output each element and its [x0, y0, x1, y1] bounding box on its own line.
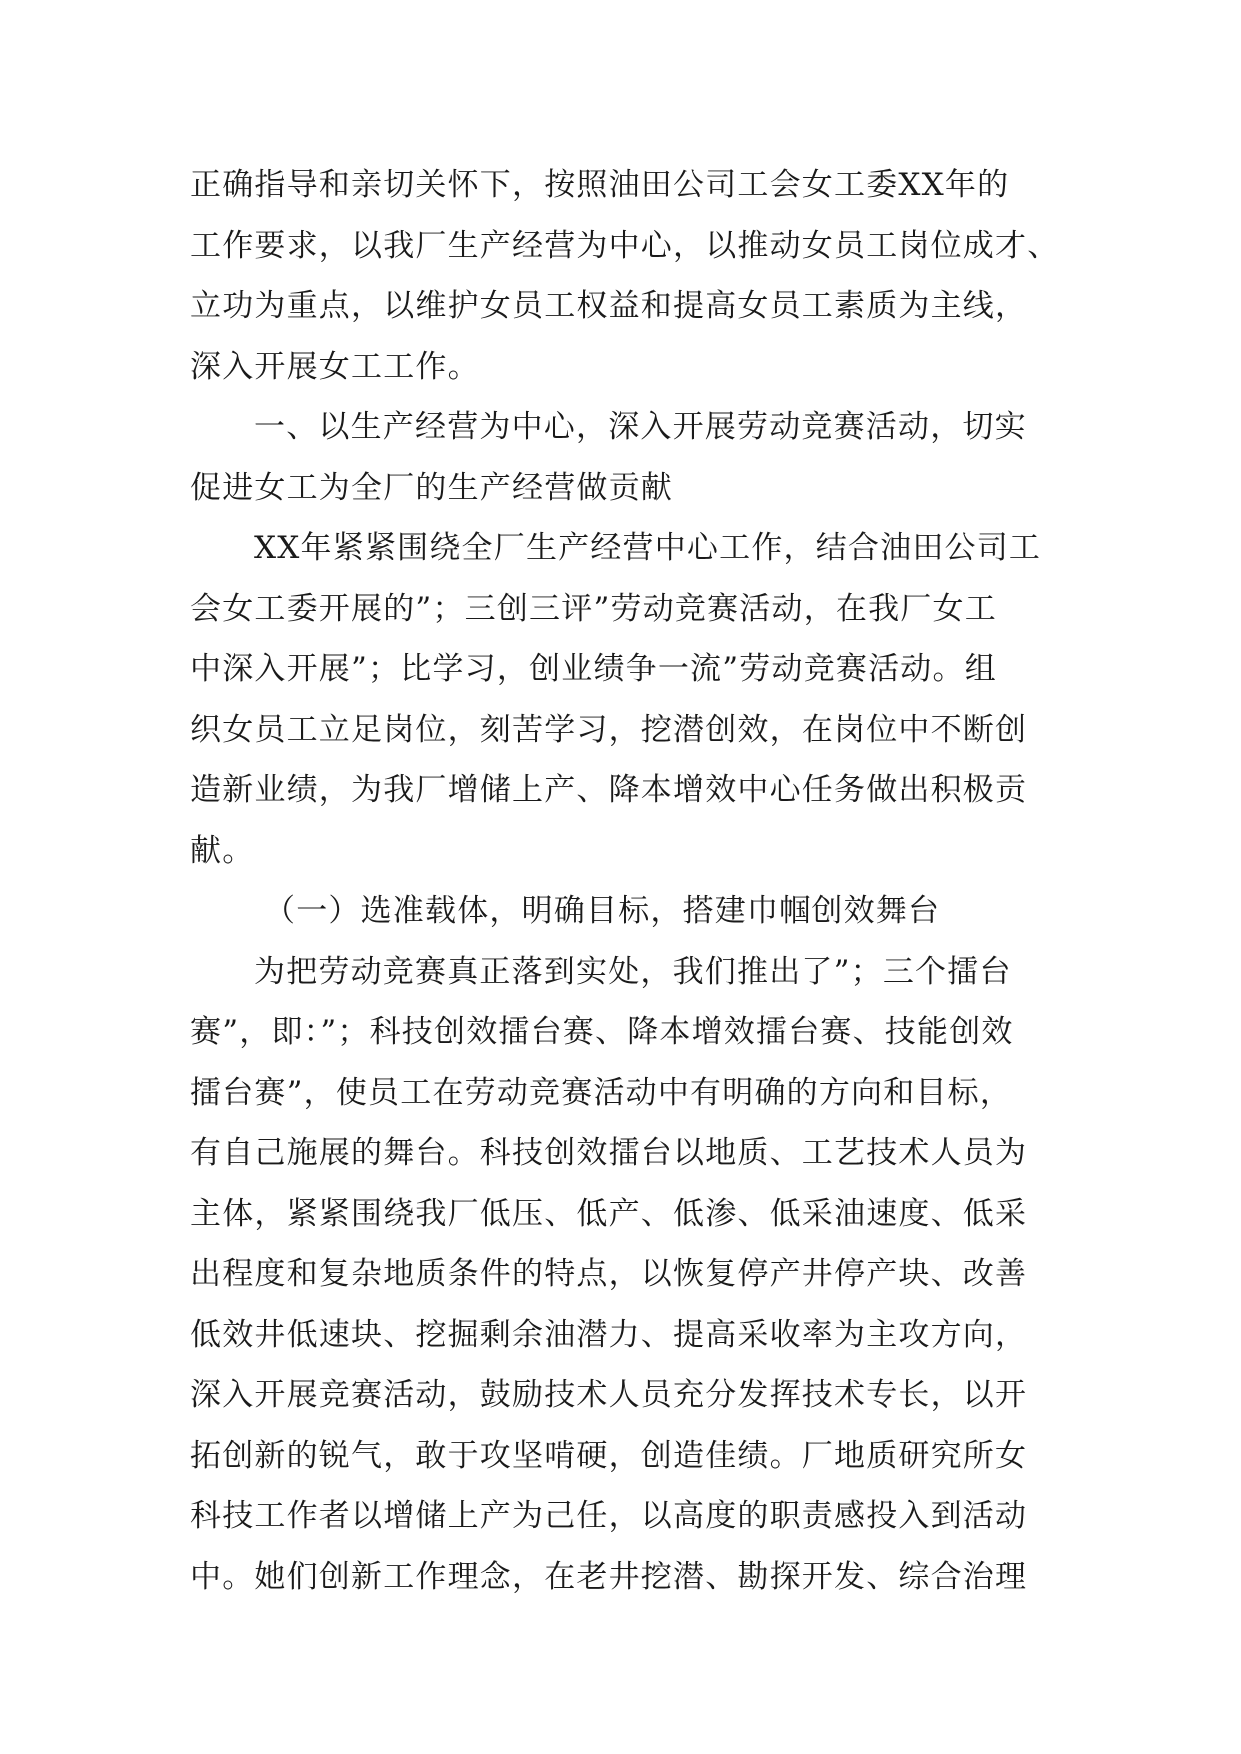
- text-line: 中深入开展”；比学习，创业绩争一流”劳动竞赛活动。组: [190, 651, 997, 687]
- text-line: 拓创新的锐气，敢于攻坚啃硬，创造佳绩。厂地质研究所女: [190, 1437, 1028, 1474]
- text-line: 织女员工立足岗位，刻苦学习，挖潜创效，在岗位中不断创: [190, 711, 1028, 748]
- text-line: 主体，紧紧围绕我厂低压、低产、低渗、低采油速度、低采: [190, 1195, 1028, 1232]
- text-line: 科技工作者以增储上产为己任，以高度的职责感投入到活动: [190, 1498, 1028, 1534]
- text-line: 赛”，即：”；科技创效擂台赛、降本增效擂台赛、技能创效: [190, 1014, 1014, 1050]
- text-line: 中。她们创新工作理念，在老井挖潜、勘探开发、综合治理: [190, 1558, 1028, 1595]
- subsection-heading-line: （一）选准载体，明确目标，搭建巾帼创效舞台: [264, 893, 941, 929]
- text-line: 献。: [190, 832, 255, 869]
- text-line: 会女工委开展的”；三创三评”劳动竞赛活动，在我厂女工: [190, 590, 997, 627]
- text-line: 立功为重点，以维护女员工权益和提高女员工素质为主线，: [190, 288, 1028, 324]
- text-line: 低效井低速块、挖掘剩余油潜力、提高采收率为主攻方向，: [190, 1316, 1028, 1353]
- text-line: 深入开展女工工作。: [190, 348, 480, 385]
- text-line: 为把劳动竞赛真正落到实处，我们推出了”；三个擂台: [254, 953, 1012, 990]
- text-line: 造新业绩，为我厂增储上产、降本增效中心任务做出积极贡: [190, 772, 1028, 808]
- text-line: XX年紧紧围绕全厂生产经营中心工作，结合油田公司工: [254, 530, 1042, 566]
- text-line: 深入开展竞赛活动，鼓励技术人员充分发挥技术专长，以开: [190, 1377, 1028, 1413]
- section-heading-line: 促进女工为全厂的生产经营做贡献: [190, 469, 673, 506]
- text-line: 出程度和复杂地质条件的特点，以恢复停产井停产块、改善: [190, 1256, 1028, 1292]
- text-line: 工作要求，以我厂生产经营为中心，以推动女员工岗位成才、: [190, 227, 1060, 264]
- text-line: 正确指导和亲切关怀下，按照油田公司工会女工委XX年的: [190, 167, 1010, 203]
- document-body: [190, 155, 1060, 1607]
- text-line: 擂台赛”，使员工在劳动竞赛活动中有明确的方向和目标，: [190, 1074, 1013, 1111]
- text-line: 有自己施展的舞台。科技创效擂台以地质、工艺技术人员为: [190, 1135, 1028, 1171]
- section-heading-line: 一、以生产经营为中心，深入开展劳动竞赛活动，切实: [254, 409, 1027, 445]
